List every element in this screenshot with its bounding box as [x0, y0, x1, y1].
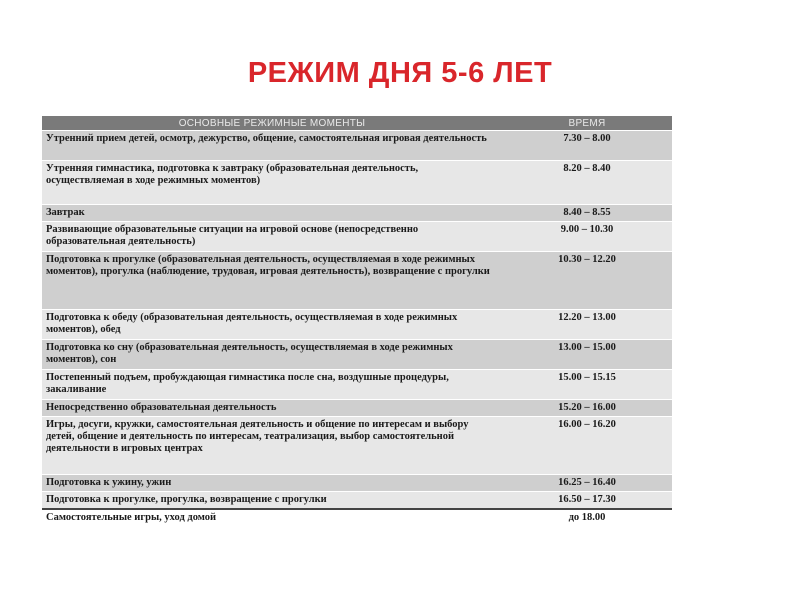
table-row	[42, 310, 672, 340]
activity-cell: Подготовка к ужину, ужин	[42, 475, 502, 492]
table-row	[42, 161, 672, 205]
time-cell: 10.30 – 12.20	[502, 252, 672, 310]
time-cell: 15.20 – 16.00	[502, 400, 672, 417]
table-row	[42, 370, 672, 400]
time-cell: 8.40 – 8.55	[502, 205, 672, 222]
column-header-time: ВРЕМЯ	[502, 116, 672, 131]
table-row	[42, 222, 672, 252]
time-cell: 16.00 – 16.20	[502, 417, 672, 475]
page-title: РЕЖИМ ДНЯ 5-6 ЛЕТ	[247, 57, 553, 89]
activity-cell: Игры, досуги, кружки, самостоятельная деятельность и общение по интересам и выбору детей, общение и деятельность по интересам, театрализация, выбор самостоятельной деятельности в игровых центрах	[42, 417, 502, 475]
time-cell: 13.00 – 15.00	[502, 340, 672, 370]
activity-cell: Утренний прием детей, осмотр, дежурство, общение, самостоятельная игровая деятельность	[42, 131, 502, 161]
activity-cell: Завтрак	[42, 205, 502, 222]
table-row	[42, 400, 672, 417]
activity-cell: Подготовка к обеду (образовательная деятельность, осуществляемая в ходе режимных моментов), обед	[42, 310, 502, 340]
activity-cell: Утренняя гимнастика, подготовка к завтраку (образовательная деятельность, осуществляемая в ходе режимных моментов)	[42, 161, 502, 205]
table-row	[42, 205, 672, 222]
activity-cell: Подготовка ко сну (образовательная деятельность, осуществляемая в ходе режимных моментов), сон	[42, 340, 502, 370]
time-cell: 7.30 – 8.00	[502, 131, 672, 161]
table-row	[42, 492, 672, 510]
table-row	[42, 475, 672, 492]
activity-cell: Подготовка к прогулке, прогулка, возвращение с прогулки	[42, 492, 502, 510]
schedule-table-container	[42, 116, 672, 527]
time-cell: 9.00 – 10.30	[502, 222, 672, 252]
schedule-table	[42, 116, 672, 527]
activity-cell: Подготовка к прогулке (образовательная деятельность, осуществляемая в ходе режимных моментов), прогулка (наблюдение, трудовая, игровая деятельность), возвращение с прогулки	[42, 252, 502, 310]
table-row	[42, 252, 672, 310]
table-row	[42, 340, 672, 370]
table-row	[42, 417, 672, 475]
table-row	[42, 509, 672, 527]
time-cell: 16.25 – 16.40	[502, 475, 672, 492]
table-header-row	[42, 116, 672, 131]
column-header-activity: ОСНОВНЫЕ РЕЖИМНЫЕ МОМЕНТЫ	[42, 116, 502, 131]
activity-cell: Постепенный подъем, пробуждающая гимнастика после сна, воздушные процедуры, закаливание	[42, 370, 502, 400]
time-cell: 12.20 – 13.00	[502, 310, 672, 340]
activity-cell: Непосредственно образовательная деятельность	[42, 400, 502, 417]
time-cell: 15.00 – 15.15	[502, 370, 672, 400]
time-cell: до 18.00	[502, 509, 672, 527]
activity-cell: Развивающие образовательные ситуации на игровой основе (непосредственно образовательная деятельность)	[42, 222, 502, 252]
activity-cell: Самостоятельные игры, уход домой	[42, 509, 502, 527]
time-cell: 8.20 – 8.40	[502, 161, 672, 205]
time-cell: 16.50 – 17.30	[502, 492, 672, 510]
table-row	[42, 131, 672, 161]
